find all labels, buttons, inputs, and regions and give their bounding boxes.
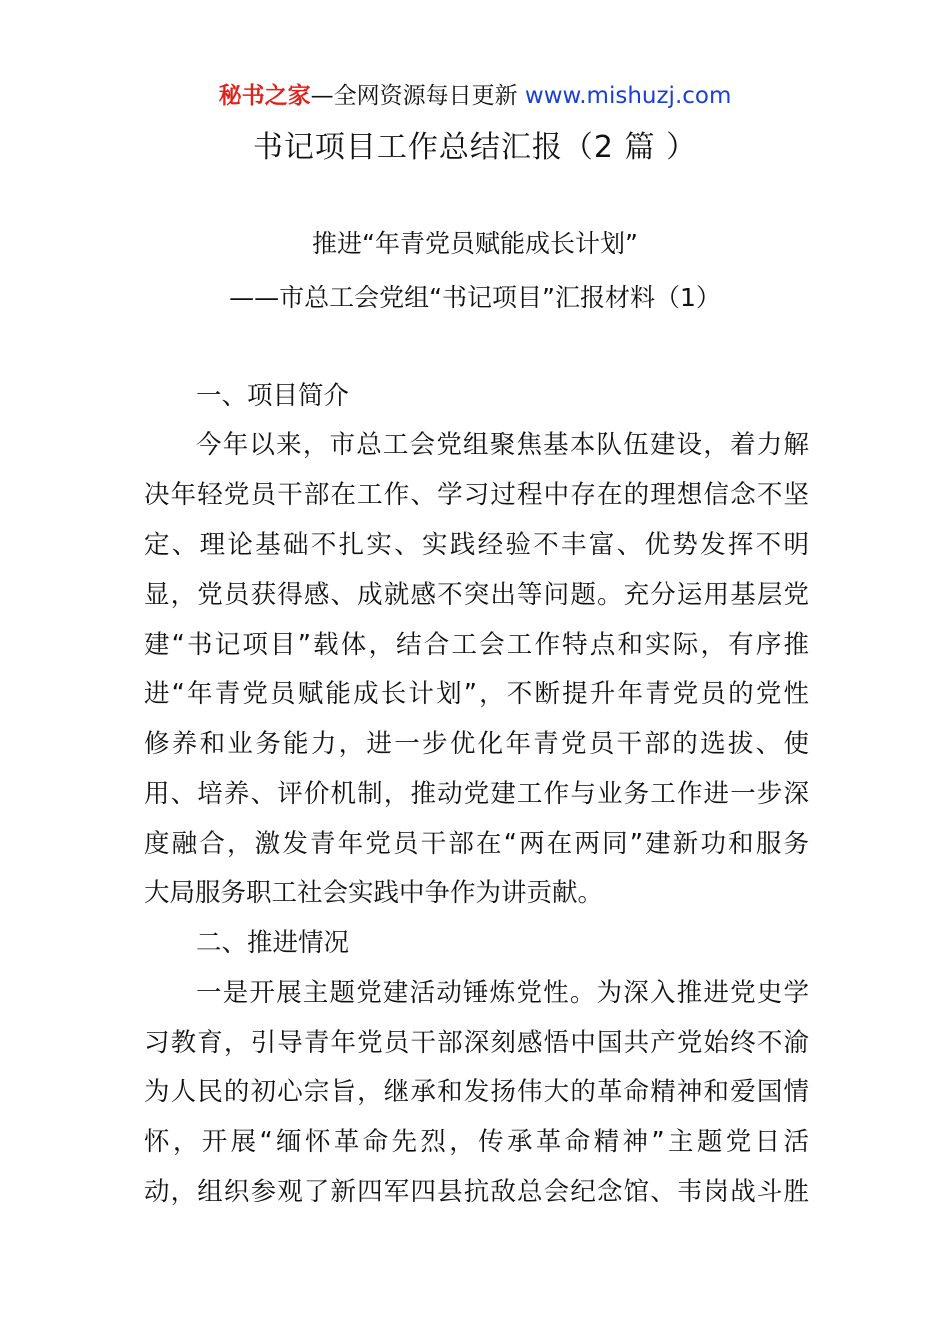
- paragraph-line: 修养和业务能力，进一步优化年青党员干部的选拔、使: [144, 729, 809, 759]
- paragraph-line: 一是开展主题党建活动锤炼党性。为深入推进党史学: [196, 978, 809, 1008]
- paragraph-line: 进“年青党员赋能成长计划”，不断提升年青党员的党性: [144, 679, 809, 709]
- paragraph-line: 今年以来，市总工会党组聚焦基本队伍建设，着力解: [196, 430, 809, 460]
- article-subtitle: ——市总工会党组“书记项目”汇报材料（1）: [229, 283, 721, 312]
- paragraph-line: 用、培养、评价机制，推动党建工作与业务工作进一步深: [144, 779, 809, 809]
- paragraph-line: 大局服务职工社会实践中争作为讲贡献。: [144, 878, 604, 908]
- section-heading-intro: 一、项目简介: [196, 381, 350, 411]
- paragraph-line: 决年轻党员干部在工作、学习过程中存在的理想信念不坚: [144, 480, 809, 510]
- paragraph-line: 动，组织参观了新四军四县抗敌总会纪念馆、韦岗战斗胜: [144, 1177, 809, 1207]
- site-header: [0, 80, 950, 112]
- paragraph-line: 度融合，激发青年党员干部在“两在两同”建新功和服务: [144, 829, 809, 859]
- paragraph-line: 习教育，引导青年党员干部深刻感悟中国共产党始终不渝: [144, 1028, 809, 1058]
- paragraph-line: 为人民的初心宗旨，继承和发扬伟大的革命精神和爱国情: [144, 1077, 809, 1107]
- paragraph-line: 建“书记项目”载体，结合工会工作特点和实际，有序推: [144, 630, 809, 660]
- paragraph-line: 显，党员获得感、成就感不突出等问题。充分运用基层党: [144, 580, 809, 610]
- document-title: 书记项目工作总结汇报（2 篇 ）: [252, 130, 698, 165]
- brand-name: 秘书之家: [218, 83, 311, 109]
- article-title: 推进“年青党员赋能成长计划”: [312, 229, 638, 258]
- site-url-link[interactable]: www.mishuzj.com: [524, 83, 732, 109]
- section-heading-progress: 二、推进情况: [196, 928, 350, 958]
- paragraph-line: 怀，开展“缅怀革命先烈，传承革命精神”主题党日活: [144, 1127, 809, 1157]
- paragraph-line: 定、理论基础不扎实、实践经验不丰富、优势发挥不明: [144, 530, 809, 560]
- header-tagline: —全网资源每日更新: [310, 83, 525, 109]
